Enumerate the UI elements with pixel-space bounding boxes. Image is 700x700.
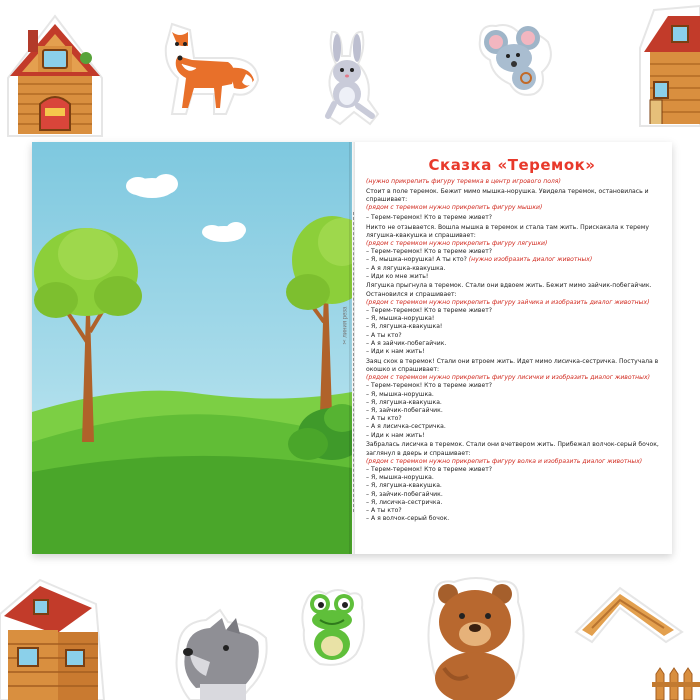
tale-line-text: (рядом с теремком нужно прикрепить фигуру мышки) — [366, 204, 543, 212]
tale-line-text: – А я лягушка-квакушка. — [366, 264, 446, 272]
tale-line — [366, 315, 666, 323]
tale-line-text: (рядом с теремком нужно прикрепить фигуру зайчика и изобразить диалог животных) — [366, 298, 650, 306]
tale-instruction — [366, 299, 666, 307]
cloud — [202, 222, 246, 242]
tale-line-text: – А ты кто? — [366, 415, 402, 423]
roof-piece-sticker — [574, 584, 684, 644]
tale-line-text: – А я зайчик-побегайчик. — [366, 339, 447, 347]
tale-line — [366, 415, 666, 423]
tale-line — [366, 256, 666, 264]
tale-line-text: – А ты кто? — [366, 331, 402, 339]
tale-line — [366, 407, 666, 415]
tale-line-text: Стоит в поле теремок. Бежит мимо мышка-норушка. Увидела теремок, остановилась и спрашивает: — [366, 187, 651, 203]
frog-sticker — [298, 584, 368, 668]
tale-line — [366, 358, 666, 374]
cloud — [126, 174, 178, 198]
hare-sticker — [312, 28, 384, 128]
book-spine — [349, 142, 355, 554]
tale-line-text: – А ты кто? — [366, 506, 402, 514]
tale-line-text: – А я лисичка-сестричка. — [366, 423, 446, 431]
mouse-sticker — [470, 20, 560, 100]
tale-line-text: – Терем-теремок! Кто в тереме живет? — [366, 307, 493, 315]
tale-line-text: Заяц скок в теремок! Стали они втроем жить. Идет мимо лисичка-сестричка. Постучала в окошко и спрашивает: — [366, 357, 661, 373]
tale-line-text: – Я, мышка-норушка! А ты кто? — [366, 256, 467, 264]
tale-body — [366, 178, 666, 523]
tower-house-sticker — [0, 8, 110, 138]
tale-line — [366, 399, 666, 407]
tale-inline-instruction: (нужно изобразить диалог животных) — [468, 256, 593, 264]
tale-text-page — [342, 142, 672, 554]
tale-line — [366, 348, 666, 356]
tale-line-text: – Я, зайчик-побегайчик. — [366, 406, 443, 414]
cut-line-label: ✂ линия реза — [342, 306, 349, 345]
tale-line-text: – Я, лисичка-сестричка. — [366, 498, 443, 506]
tale-line — [366, 214, 666, 222]
tale-instruction — [366, 374, 666, 382]
tale-line — [366, 323, 666, 331]
tale-line-text: – Терем-теремок! Кто в тереме живет? — [366, 465, 493, 473]
tale-line-text: – Иди к нам жить! — [366, 348, 425, 356]
tale-line — [366, 432, 666, 440]
tale-line-text: (рядом с теремком нужно прикрепить фигуру лягушки) — [366, 239, 548, 247]
tale-line — [366, 482, 666, 490]
tale-line — [366, 224, 666, 240]
tale-instruction — [366, 458, 666, 466]
tale-line — [366, 466, 666, 474]
tale-line-text: – А я волчок-серый бочок. — [366, 515, 450, 523]
bear-sticker — [424, 572, 528, 700]
tale-line — [366, 273, 666, 281]
tale-line — [366, 391, 666, 399]
tale-line — [366, 507, 666, 515]
tale-line-text: – Терем-теремок! Кто в тереме живет? — [366, 213, 493, 221]
tale-line — [366, 423, 666, 431]
tale-line-text: – Я, лягушка-квакушка. — [366, 482, 442, 490]
tale-line-text: – Я, лягушка-квакушка. — [366, 398, 442, 406]
play-field-page — [32, 142, 352, 554]
tale-line-text: – Я, зайчик-побегайчик. — [366, 490, 443, 498]
tale-line-text: Лягушка прыгнула в теремок. Стали они вдвоем жить. Бежит мимо зайчик-побегайчик. Остановился и спрашивает: — [366, 282, 654, 298]
tale-line — [366, 441, 666, 457]
tale-instruction — [366, 240, 666, 248]
tale-line — [366, 265, 666, 273]
open-book — [32, 142, 672, 554]
house-partial-right-sticker — [632, 0, 700, 130]
tale-line-text: – Терем-теремок! Кто в тереме живет? — [366, 248, 493, 256]
tale-line-text: – Я, мышка-норушка! — [366, 315, 435, 323]
tale-instruction — [366, 178, 666, 186]
tale-line-text: (нужно прикрепить фигуру теремка в центр игрового поля) — [366, 178, 561, 185]
tale-line-text: – Терем-теремок! Кто в тереме живет? — [366, 382, 493, 390]
tale-line-text: – Иди к нам жить! — [366, 431, 425, 439]
tale-line-text: – Я, мышка-норушка. — [366, 474, 434, 482]
tale-line — [366, 332, 666, 340]
fence-piece-sticker — [650, 664, 700, 700]
tale-line-text: – Я, лягушка-квакушка! — [366, 323, 443, 331]
house-corner-sticker — [0, 574, 110, 700]
tale-line-text: (рядом с теремком нужно прикрепить фигуру волка и изобразить диалог животных) — [366, 457, 643, 465]
tale-line — [366, 515, 666, 523]
tale-line-text: – Иди ко мне жить! — [366, 272, 429, 280]
tale-line — [366, 382, 666, 390]
tale-line — [366, 282, 666, 298]
wolf-sticker — [170, 608, 276, 700]
tale-line — [366, 188, 666, 204]
tale-line-text: Забралась лисичка в теремок. Стали они вчетвером жить. Прибежал волчок-серый бочок, заглянул в дверь и спрашивает: — [366, 441, 661, 457]
tale-line — [366, 307, 666, 315]
meadow-scene — [32, 142, 352, 554]
tale-title: Сказка «Теремок» — [428, 156, 596, 174]
fox-sticker — [142, 18, 262, 118]
tale-line-text: Никто не отзывается. Вошла мышка в теремок и стала там жить. Прискакала к терему лягушка-квакушка и спрашивает: — [366, 223, 651, 239]
tale-line-text: (рядом с теремком нужно прикрепить фигуру лисички и изобразить диалог животных) — [366, 374, 650, 382]
tale-line — [366, 474, 666, 482]
tale-line-text: – Я, мышка-норушка. — [366, 390, 434, 398]
tale-line — [366, 499, 666, 507]
tale-instruction — [366, 204, 666, 212]
tale-line — [366, 340, 666, 348]
tale-line — [366, 491, 666, 499]
